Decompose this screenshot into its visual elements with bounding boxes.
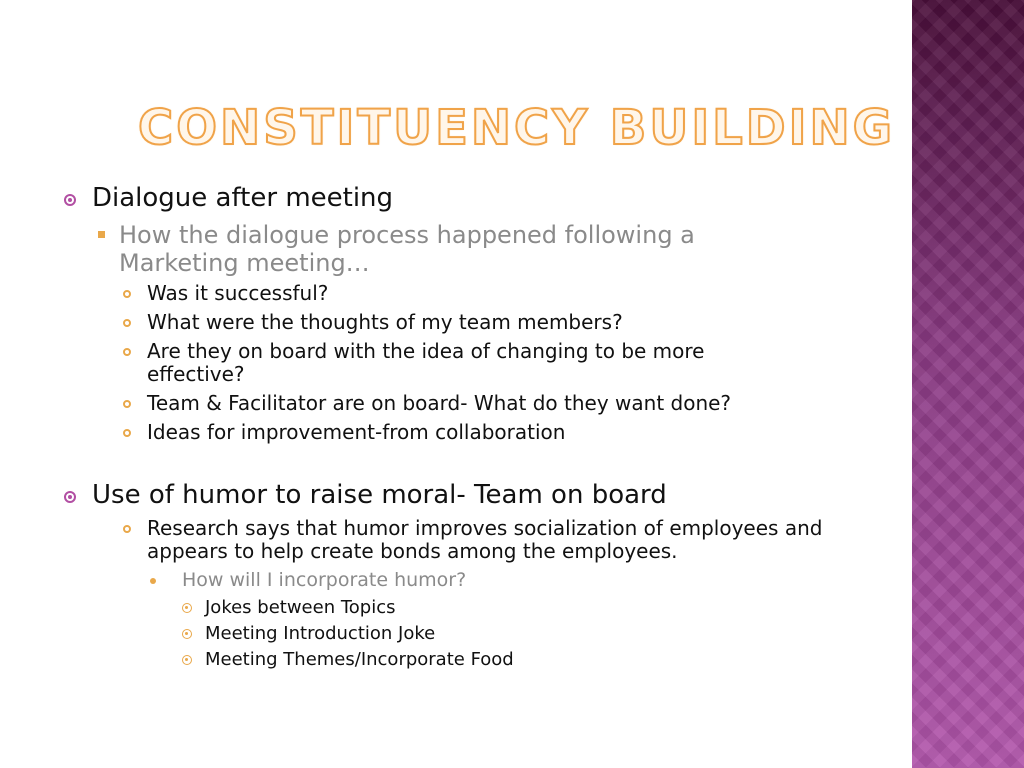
circle-bullet-icon xyxy=(64,194,76,206)
dot-bullet-icon xyxy=(150,578,156,584)
section-heading: Use of humor to raise moral- Team on board xyxy=(92,480,667,510)
square-bullet-icon xyxy=(98,231,105,238)
list-item: Are they on board with the idea of changing to be more effective? xyxy=(147,339,705,386)
slide-title: CONSTITUENCY BUILDING xyxy=(138,100,896,156)
sub-point: How will I incorporate humor? xyxy=(182,569,467,591)
list-item: Team & Facilitator are on board- What do they want done? xyxy=(147,391,732,415)
target-bullet-icon xyxy=(182,629,192,639)
ring-bullet-icon xyxy=(123,348,131,356)
circle-bullet-icon xyxy=(64,491,76,503)
list-item: Meeting Introduction Joke xyxy=(205,623,436,644)
target-bullet-icon xyxy=(182,603,192,613)
ring-bullet-icon xyxy=(123,319,131,327)
list-item: Was it successful? xyxy=(147,281,329,305)
section-heading: Dialogue after meeting xyxy=(92,183,394,213)
list-item: Ideas for improvement-from collaboration xyxy=(147,420,566,444)
ring-bullet-icon xyxy=(123,525,131,533)
list-item: What were the thoughts of my team members? xyxy=(147,310,623,334)
sub-point: How the dialogue process happened following a Marketing meeting… xyxy=(119,221,695,277)
ring-bullet-icon xyxy=(123,400,131,408)
list-item: Research says that humor improves socialization of employees and appears to help create bonds among the employees. xyxy=(147,516,823,563)
decorative-side-band xyxy=(912,0,1024,768)
list-item: Meeting Themes/Incorporate Food xyxy=(205,649,514,670)
ring-bullet-icon xyxy=(123,290,131,298)
ring-bullet-icon xyxy=(123,429,131,437)
target-bullet-icon xyxy=(182,655,192,665)
list-item: Jokes between Topics xyxy=(205,597,396,618)
